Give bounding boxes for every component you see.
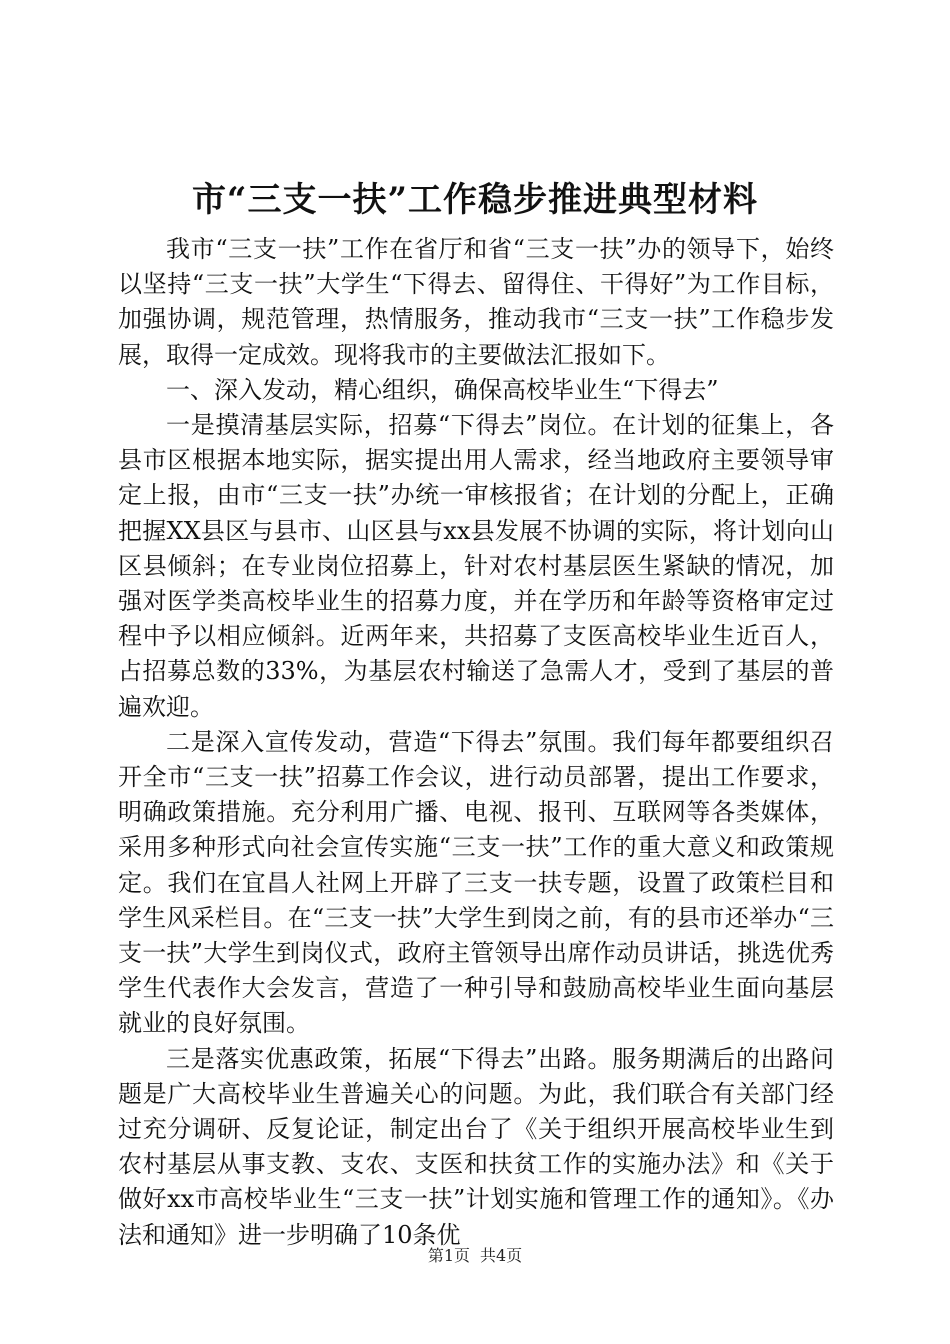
paragraph-point-1: 一是摸清基层实际，招募“下得去”岗位。在计划的征集上，各县市区根据本地实际，据实提出用人需求，经当地政府主要领导审定上报，由市“三支一扶”办统一审核报省；在计划的分配上，正确把握XX县区与县市、山区县与xx县发展不协调的实际，将计划向山区县倾斜；在专业岗位招募上，针对农村基层医生紧缺的情况，加强对医学类高校毕业生的招募力度，并在学历和年龄等资格审定过程中予以相应倾斜。近两年来，共招募了支医高校毕业生近百人，占招募总数的33%，为基层农村输送了急需人才，受到了基层的普遍欢迎。: [118, 411, 834, 721]
paragraph-point-2: 二是深入宣传发动，营造“下得去”氛围。我们每年都要组织召开全市“三支一扶”招募工作会议，进行动员部署，提出工作要求，明确政策措施。充分利用广播、电视、报刊、互联网等各类媒体，采用多种形式向社会宣传实施“三支一扶”工作的重大意义和政策规定。我们在宜昌人社网上开辟了三支一扶专题，设置了政策栏目和学生风采栏目。在“三支一扶”大学生到岗之前，有的县市还举办“三支一扶”大学生到岗仪式，政府主管领导出席作动员讲话，挑选优秀学生代表作大会发言，营造了一种引导和鼓励高校毕业生面向基层就业的良好氛围。: [118, 727, 834, 1038]
document-title: 市“三支一扶”工作稳步推进典型材料: [191, 180, 759, 220]
page-number: 第1页: [427, 1246, 470, 1265]
page-footer: [0, 1246, 950, 1266]
document-body: [118, 232, 834, 1253]
page-total: 共4页: [480, 1246, 523, 1265]
paragraph-point-3: 三是落实优惠政策，拓展“下得去”出路。服务期满后的出路问题是广大高校毕业生普遍关心的问题。为此，我们联合有关部门经过充分调研、反复论证，制定出台了《关于组织开展高校毕业生到农村基层从事支教、支农、支医和扶贫工作的实施办法》和《关于做好xx市高校毕业生“三支一扶”计划实施和管理工作的通知》。《办法和通知》进一步明确了10条优: [118, 1044, 834, 1249]
paragraph-intro: 我市“三支一扶”工作在省厅和省“三支一扶”办的领导下，始终以坚持“三支一扶”大学生“下得去、留得住、干得好”为工作目标，加强协调，规范管理，热情服务，推动我市“三支一扶”工作稳步发展，取得一定成效。现将我市的主要做法汇报如下。: [118, 235, 834, 369]
section-heading-1: 一、深入发动，精心组织，确保高校毕业生“下得去”: [166, 375, 719, 404]
